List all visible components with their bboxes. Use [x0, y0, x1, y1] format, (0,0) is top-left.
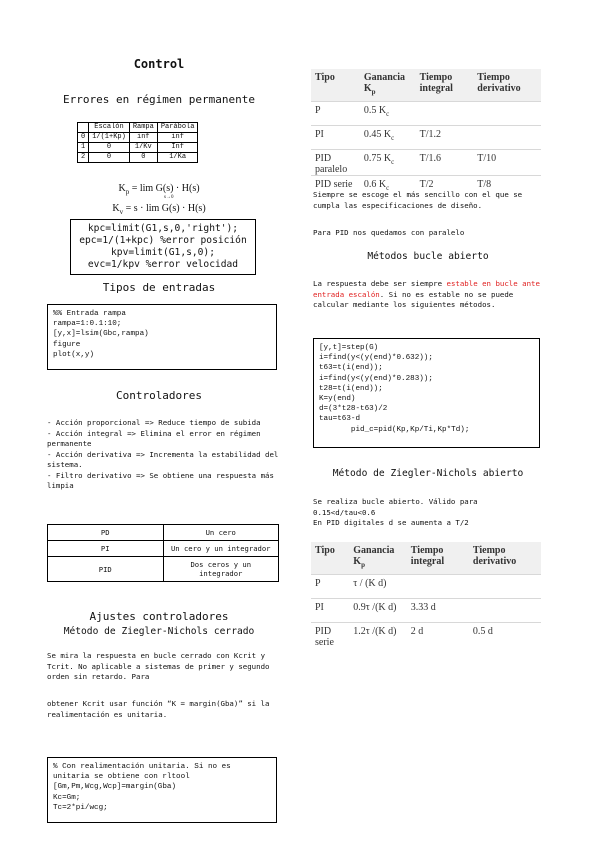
code-line: epc=1/(1+kpc) %error posición [79, 235, 247, 246]
table-cell: 0.5 $K_c$ [360, 102, 416, 126]
controller-item: - Acción integral => Elimina el error en régimen permanente [47, 428, 261, 448]
open-text-pre: La respuesta debe ser siempre [313, 279, 447, 288]
table-cell: 2 [78, 153, 89, 163]
controller-name-cell: PI [48, 541, 164, 557]
error-table-header-cell: Parábola [157, 123, 198, 133]
table-row [78, 143, 198, 153]
error-table-header-cell [78, 123, 89, 133]
open-text-highlight: estable en bucle ante entrada escalón [313, 279, 540, 299]
controller-name-cell: PID [48, 557, 164, 582]
table-cell: 1/Kv [129, 143, 157, 153]
controllers-heading: Controladores [115, 389, 203, 402]
zn-open-table [311, 542, 541, 648]
open-loop-text [313, 279, 543, 311]
zn-open-heading: Método de Ziegler-Nichols abierto [332, 468, 524, 479]
table-cell: 1.2τ /(K d) [349, 623, 407, 649]
errors-heading: Errores en régimen permanente [62, 93, 256, 106]
table-cell: 0 [78, 133, 89, 143]
controller-type-table [47, 524, 279, 582]
table-cell [473, 126, 541, 150]
table-header-cell: Ganancia $K_p$ [363, 72, 405, 96]
zn-open-line: Se realiza bucle abierto. Válido para [313, 497, 478, 506]
code-line: kpv=limit(G1,s,0); [111, 247, 215, 258]
table-row [48, 557, 279, 582]
table-row [78, 153, 198, 163]
table-cell [469, 575, 541, 599]
zn-closed-table [311, 69, 541, 199]
page-title: Control [133, 57, 185, 71]
table-cell [416, 102, 474, 126]
table-cell: 0.9τ /(K d) [349, 599, 407, 623]
table-cell [469, 599, 541, 623]
table-cell: P [311, 575, 349, 599]
controller-desc-cell: Un cero y un integrador [163, 541, 279, 557]
table-row [311, 102, 541, 126]
controller-item: - Acción derivativa => Incrementa la estabilidad del sistema. [47, 449, 279, 469]
table-cell: 1/(1+Kp) [89, 133, 130, 143]
table-cell: Inf [157, 143, 198, 153]
kp-limit-subscript: s→0 [164, 195, 174, 200]
kcrit-text: obtener Kcrit usar función “K = margin(Gba)” si la realimentación es unitaria. [47, 699, 270, 719]
table-cell: P [311, 102, 360, 126]
table-cell: 0.6 $K_c$ [360, 176, 416, 200]
controllers-text [47, 418, 279, 492]
table-cell: inf [157, 133, 198, 143]
table-header-cell: Tiempo derivativo [472, 545, 517, 567]
open-text-post: . Si no es estable no se puede calcular mediante los siguientes métodos. [313, 289, 514, 309]
table-cell [407, 575, 469, 599]
controller-desc-cell: Dos ceros y un integrador [163, 557, 279, 582]
zn-closed-heading: Método de Ziegler-Nichols cerrado [63, 626, 255, 637]
table-cell: PI [311, 126, 360, 150]
zn-open-line: En PID digitales d se aumenta a T/2 [313, 518, 469, 527]
table-cell [473, 102, 541, 126]
table-cell: PID serie [311, 623, 349, 649]
kv-formula: $K_v = s \cdot \lim G(s) \cdot H(s)$ [112, 203, 206, 216]
table-row [311, 599, 541, 623]
table-cell: 1 [78, 143, 89, 153]
open-loop-heading: Métodos bucle abierto [367, 251, 489, 262]
table-row [311, 126, 541, 150]
step-code-block: [y,t]=step(G) i=find(y<(y(end)*0.632)); t63=t(i(end)); i=find(y<(y(end)*0.283)); t28=t(i(end)); K=y(end) d=(3*t28-t63)/2 tau=t63-d pid_c=pid(Kp,Kp/Ti,Kp*Td); [313, 338, 540, 448]
table-row [48, 525, 279, 541]
zn-open-text [313, 497, 543, 529]
code-line: evc=1/kpv %error velocidad [87, 259, 239, 270]
table-header-cell: Ganancia $K_p$ [353, 545, 395, 569]
table-cell: PID serie [311, 176, 360, 200]
table-cell: PID paralelo [311, 150, 360, 176]
controller-item: - Filtro derivativo => Se obtiene una respuesta más limpia [47, 470, 274, 490]
error-table-header-cell: Rampa [129, 123, 157, 133]
table-row [78, 133, 198, 143]
error-table [77, 122, 198, 163]
table-header-cell: Tipo [315, 545, 335, 556]
error-table-header-row [78, 123, 198, 133]
table-header-cell: Tipo [315, 72, 335, 83]
table-cell: T/10 [473, 150, 541, 176]
table-cell: τ / (K d) [349, 575, 407, 599]
inputs-heading: Tipos de entradas [102, 281, 216, 294]
table-row [311, 623, 541, 649]
code-line: kpc=limit(G1,s,0,'right'); [87, 223, 239, 234]
table-row [311, 575, 541, 599]
table-cell: T/2 [416, 176, 474, 200]
table-cell: inf [129, 133, 157, 143]
table-cell: T/8 [473, 176, 541, 200]
table-row [311, 150, 541, 176]
table-header-cell: Tiempo derivativo [477, 72, 521, 94]
table-cell: 0 [129, 153, 157, 163]
table-cell: 1/Ka [157, 153, 198, 163]
table-cell: PI [311, 599, 349, 623]
adjust-heading: Ajustes controladores [89, 610, 229, 623]
error-table-header-cell: Escalón [89, 123, 130, 133]
table-cell: T/1.2 [416, 126, 474, 150]
controller-item: - Acción proporcional => Reduce tiempo de subida [47, 418, 261, 427]
ramp-code-block: %% Entrada rampa rampa=1:0.1:10; [y,x]=lsim(Gbc,rampa) figure plot(x,y) [47, 304, 277, 370]
table-cell: 0 [89, 143, 130, 153]
table-cell: 0.75 $K_c$ [360, 150, 416, 176]
controller-desc-cell: Un cero [163, 525, 279, 541]
table-cell: 0.45 $K_c$ [360, 126, 416, 150]
zn-open-line: 0.15<d/tau<0.6 [313, 507, 376, 517]
table-cell: 0 [89, 153, 130, 163]
table-row [48, 541, 279, 557]
zn-closed-text: Se mira la respuesta en bucle cerrado con Kcrit y Tcrit. No aplicable a sistemas de primer y segundo orden sin retardo. Para [47, 651, 270, 681]
table-cell: T/1.6 [416, 150, 474, 176]
table-header-cell: Tiempo integral [419, 72, 453, 94]
table-header-cell: Tiempo integral [410, 545, 445, 567]
kp-formula: $K_p = \lim G(s) \cdot H(s)$ [118, 183, 200, 196]
table-cell: 0.5 d [469, 623, 541, 649]
error-code-block [70, 219, 256, 275]
choose-text: Siempre se escoge el más sencillo con el que se cumpla las especificaciones de diseño. [313, 190, 523, 210]
controller-name-cell: PD [48, 525, 164, 541]
pid-parallel-text: Para PID nos quedamos con paralelo [313, 228, 465, 237]
table-cell: 3.33 d [407, 599, 469, 623]
table-cell: 2 d [407, 623, 469, 649]
margin-code-block: % Con realimentación unitaria. Si no es unitaria se obtiene con rltool [Gm,Pm,Wcg,Wcp]=margin(Gba) Kc=Gm; Tc=2*pi/wcg; [47, 757, 277, 823]
